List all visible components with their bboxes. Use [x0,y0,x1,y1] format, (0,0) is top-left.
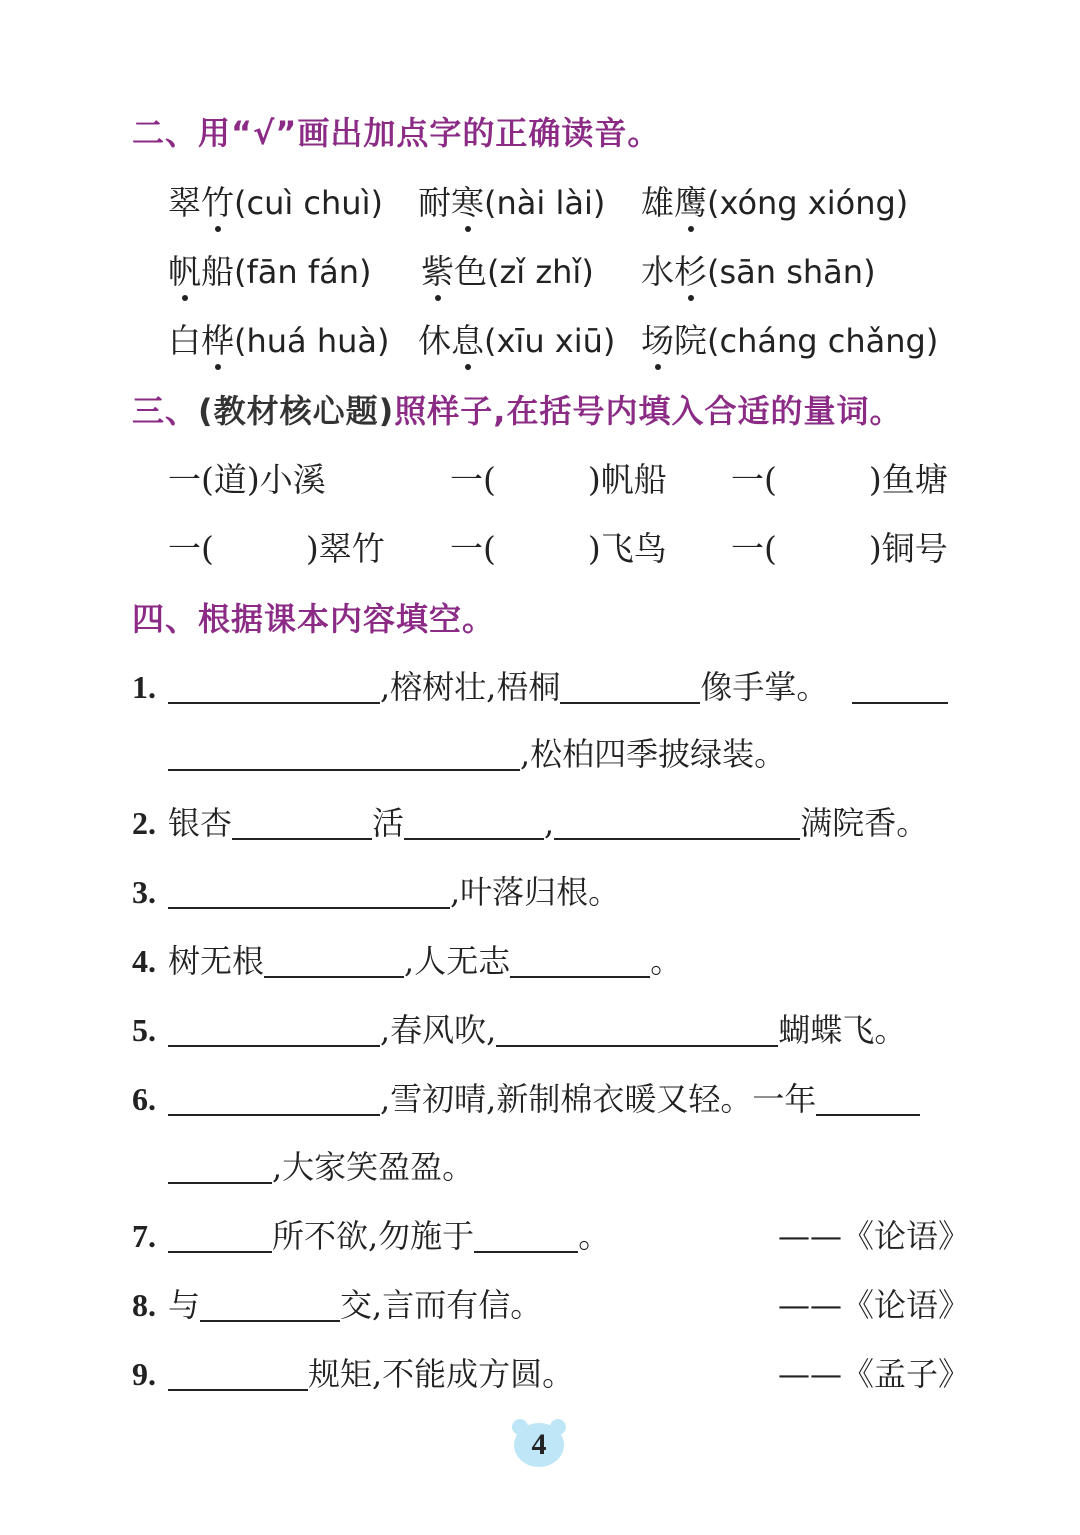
fill-line-2 [132,798,928,848]
pinyin-item-6 [641,247,876,297]
pinyin-options: (cuì chuì) [234,184,383,222]
measure-item-2 [731,455,948,505]
measure-item-1 [450,455,667,505]
pinyin-options: (zǐ zhǐ) [487,253,594,291]
blank[interactable] [232,802,372,840]
title-prefix: 三、 [132,392,199,430]
text: 规矩,不能成方圆。 [308,1355,575,1393]
dotted-char: 息 [451,316,484,366]
blank[interactable] [168,1078,380,1116]
blank[interactable] [168,1146,272,1184]
item-number: 9. [132,1356,156,1392]
text: 像手掌。 [700,668,829,706]
text: 活 [372,804,405,842]
blank[interactable] [168,871,450,909]
char: 船 [201,252,234,291]
title-text: 照样子,在括号内填入合适的量词。 [394,392,903,430]
blank[interactable] [168,1009,380,1047]
text: ,榕树壮,梧桐 [380,668,561,706]
blank[interactable] [404,802,544,840]
measure-item-5 [731,524,948,574]
blank[interactable] [264,940,404,978]
pinyin-options: (huá huà) [234,322,390,360]
text: ,叶落归根。 [450,873,621,911]
text: 银杏 [168,804,233,842]
item-number: 7. [132,1218,156,1254]
item-number: 1. [132,669,156,705]
text: 一( [731,460,777,499]
text: )翠竹 [305,529,385,568]
dotted-char: 桦 [201,316,234,366]
pinyin-item-3 [641,178,908,228]
text: 一( [450,529,496,568]
text: 满院香。 [800,804,929,842]
blank[interactable] [168,666,380,704]
text: 。 [650,942,683,980]
text: 树无根 [168,942,265,980]
fill-line-3 [132,867,620,917]
dotted-char: 寒 [451,178,484,228]
section-2-title: 二、用“√”画出加点字的正确读音。 [132,114,661,152]
pinyin-options: (sān shān) [707,253,876,291]
dotted-char: 紫 [421,247,454,297]
fill-line-4 [132,936,682,986]
source-citation-9: ——《孟子》 [777,1355,970,1393]
text: 所不欲,勿施于 [272,1217,475,1255]
dotted-char: 场 [641,316,674,366]
char: 白 [168,321,201,360]
section-4-title: 四、根据课本内容填空。 [132,600,496,638]
blank[interactable] [168,1353,308,1391]
blank[interactable] [474,1215,578,1253]
text: ,人无志 [404,942,511,980]
char: 耐 [418,183,451,222]
text: 蝴蝶飞。 [778,1011,907,1049]
blank[interactable] [560,666,700,704]
pinyin-options: (nài lài) [484,184,606,222]
text: ,松柏四季披绿装。 [520,735,787,773]
fill-line-7 [132,1211,610,1261]
measure-item-3 [168,524,385,574]
measure-example: 一(道)小溪 [168,460,326,499]
page-number: 4 [531,1428,547,1461]
text: ,春风吹, [380,1011,497,1049]
dotted-char: 竹 [201,178,234,228]
item-number: 6. [132,1081,156,1117]
fill-line-1 [132,662,948,712]
text: , [544,804,555,842]
text: 一( [731,529,777,568]
fill-line-8 [132,1280,542,1330]
item-number: 5. [132,1012,156,1048]
text: )鱼塘 [868,460,948,499]
text: 一( [450,460,496,499]
pinyin-options: (cháng chǎng) [707,322,939,360]
title-tag: (教材核心题) [198,392,395,430]
fill-line-6 [132,1074,920,1124]
text: 。 [578,1217,611,1255]
section-3-title [132,386,902,432]
pinyin-item-9 [641,316,938,366]
blank[interactable] [852,666,948,704]
char: 翠 [168,183,201,222]
blank[interactable] [496,1009,778,1047]
fill-line-1-cont [168,729,786,779]
text: )飞鸟 [587,529,667,568]
item-number: 8. [132,1287,156,1323]
blank[interactable] [554,802,800,840]
blank[interactable] [168,733,520,771]
blank[interactable] [816,1078,920,1116]
measure-item-4 [450,524,667,574]
pinyin-options: (xīu xiū) [484,322,616,360]
pinyin-item-2 [418,178,605,228]
fill-line-5 [132,1005,906,1055]
char: 休 [418,321,451,360]
source-citation-7: ——《论语》 [777,1217,970,1255]
fill-line-9 [132,1349,574,1399]
pinyin-options: (xóng xióng) [707,184,909,222]
dotted-char: 鹰 [674,178,707,228]
blank[interactable] [510,940,650,978]
pinyin-item-7 [168,316,389,366]
fill-line-6-cont [168,1142,474,1192]
blank[interactable] [168,1215,272,1253]
page-number-badge [512,1419,566,1467]
text: ,雪初晴,新制棉衣暖又轻。一年 [380,1080,817,1118]
text: )帆船 [587,460,667,499]
pinyin-item-4 [168,247,371,297]
blank[interactable] [200,1284,340,1322]
text: 一( [168,529,214,568]
char: 色 [454,252,487,291]
pinyin-item-1 [168,178,383,228]
item-number: 2. [132,805,156,841]
char: 水 [641,252,674,291]
item-number: 4. [132,943,156,979]
item-number: 3. [132,874,156,910]
pinyin-item-8 [418,316,615,366]
text: 交,言而有信。 [340,1286,543,1324]
source-citation-8: ——《论语》 [777,1286,970,1324]
text: 与 [168,1286,201,1324]
text: )铜号 [868,529,948,568]
dotted-char: 杉 [674,247,707,297]
text: ,大家笑盈盈。 [272,1148,475,1186]
pinyin-options: (fān fán) [234,253,372,291]
dotted-char: 帆 [168,247,201,297]
pinyin-item-5 [421,247,594,297]
char: 雄 [641,183,674,222]
char: 院 [674,321,707,360]
